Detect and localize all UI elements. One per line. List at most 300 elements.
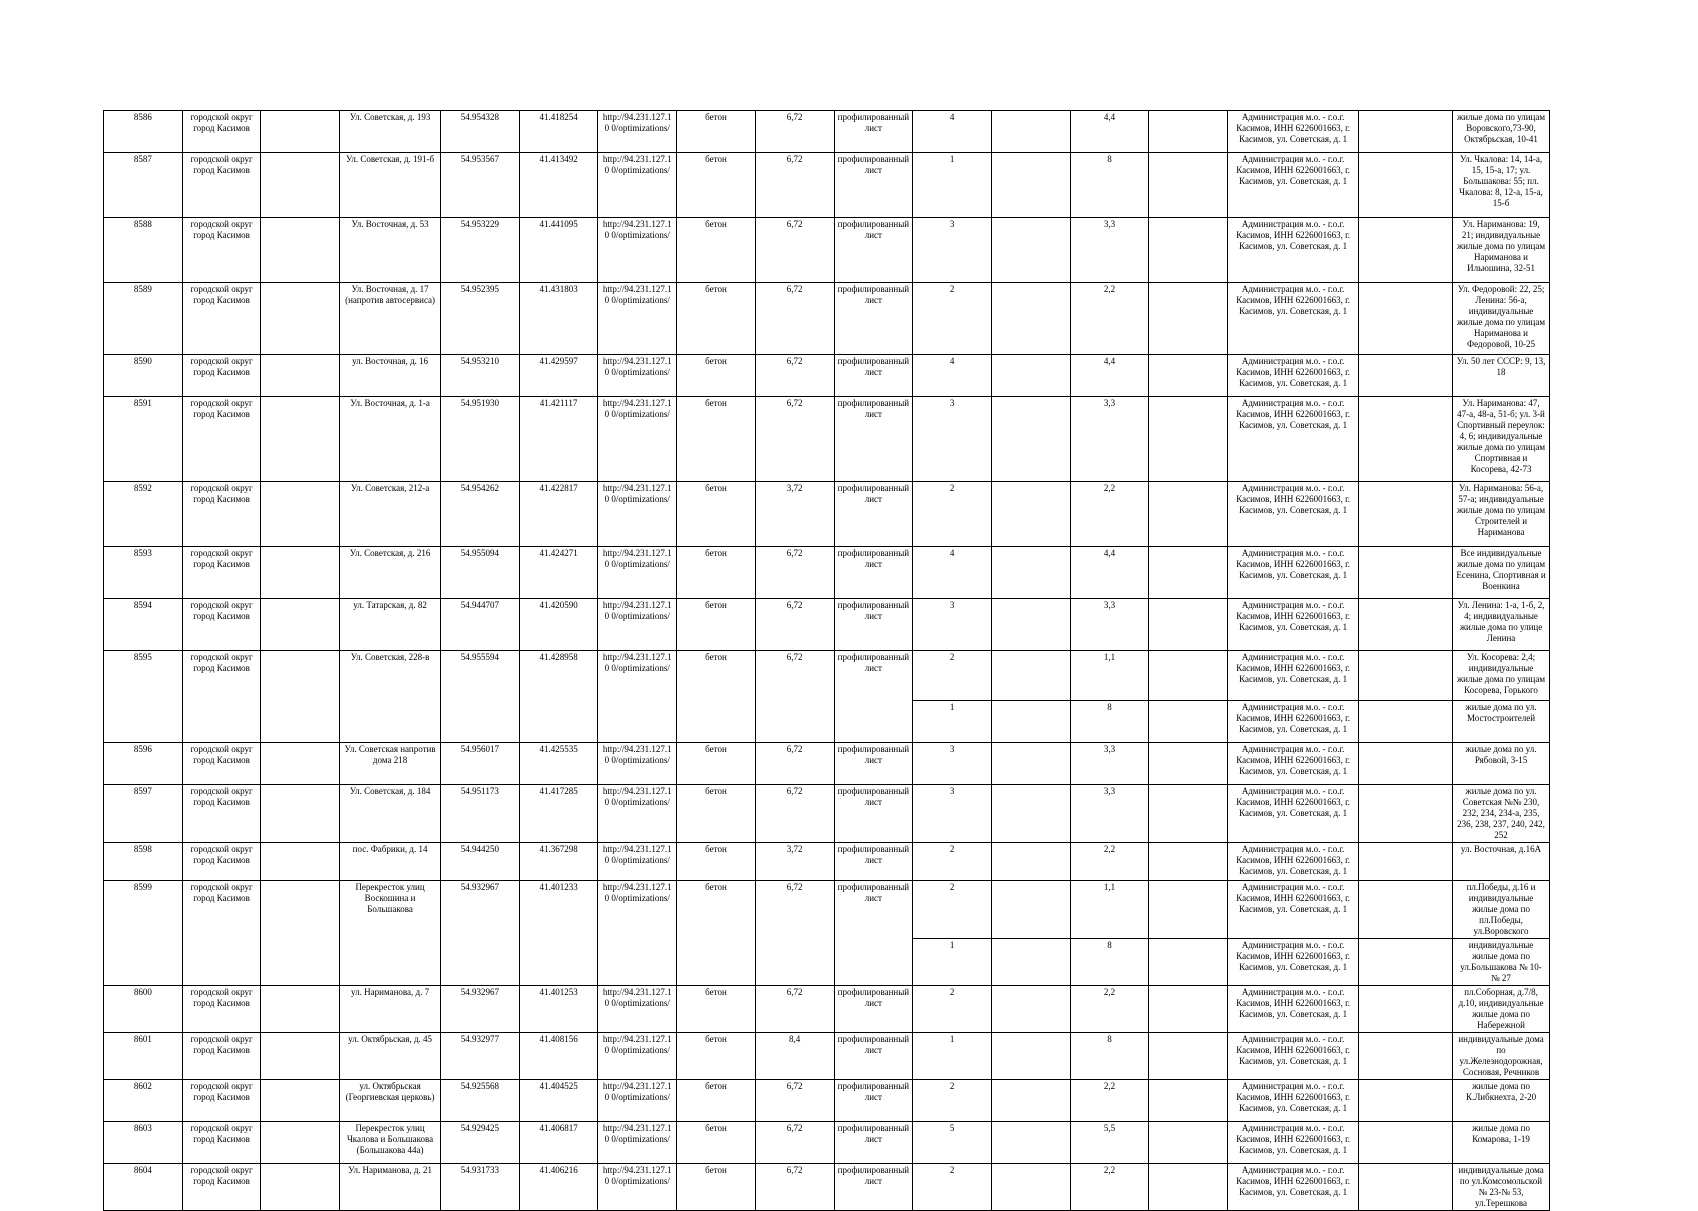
cell-base: бетон	[677, 283, 756, 355]
cell-empty	[261, 153, 340, 218]
cell-district: городской округ город Касимов	[182, 986, 261, 1033]
cell-url: http://94.231.127.10 0/optimizations/	[598, 547, 677, 599]
cell-served-objects: Ул. Нариманова: 19, 21; индивидуальные жилые дома по улицам Нариманова и Ильюшина, 32-51	[1453, 218, 1550, 283]
cell-number: 8587	[104, 153, 183, 218]
cell-address: Ул. Советская напротив дома 218	[340, 743, 441, 785]
cell-empty	[1359, 547, 1453, 599]
cell-address: Перекресток улиц Воскошина и Большакова	[340, 881, 441, 986]
cell-container-count: 3	[913, 785, 992, 843]
cell-empty	[1359, 218, 1453, 283]
cell-empty	[1149, 218, 1228, 283]
cell-empty	[1359, 397, 1453, 482]
cell-longitude: 41.441095	[519, 218, 598, 283]
cell-number: 8604	[104, 1164, 183, 1211]
cell-volume: 3,3	[1070, 397, 1149, 482]
cell-address: пос. Фабрики, д. 14	[340, 843, 441, 881]
cell-address: Ул. Советская, 228-в	[340, 651, 441, 743]
cell-empty	[1359, 701, 1453, 743]
cell-empty	[1359, 843, 1453, 881]
cell-empty	[1149, 599, 1228, 651]
cell-empty	[1359, 111, 1453, 153]
cell-address: Ул. Восточная, д. 17 (напротив автосервиса)	[340, 283, 441, 355]
cell-owner: Администрация м.о. - г.о.г. Касимов, ИНН 6226001663, г. Касимов, ул. Советская, д. 1	[1228, 843, 1359, 881]
cell-empty	[1149, 1164, 1228, 1211]
cell-longitude: 41.408156	[519, 1033, 598, 1080]
cell-empty	[1149, 881, 1228, 939]
cell-volume: 2,2	[1070, 843, 1149, 881]
cell-url: http://94.231.127.10 0/optimizations/	[598, 881, 677, 986]
cell-area: 6,72	[755, 547, 834, 599]
cell-district: городской округ город Касимов	[182, 599, 261, 651]
cell-longitude: 41.431803	[519, 283, 598, 355]
cell-fence: профилированный лист	[834, 111, 913, 153]
cell-area: 6,72	[755, 881, 834, 986]
cell-latitude: 54.953210	[441, 355, 520, 397]
cell-empty	[991, 986, 1070, 1033]
cell-base: бетон	[677, 785, 756, 843]
cell-address: Ул. Советская, 212-а	[340, 482, 441, 547]
cell-district: городской округ город Касимов	[182, 843, 261, 881]
cell-longitude: 41.418254	[519, 111, 598, 153]
cell-served-objects: Ул. Чкалова: 14, 14-а, 15, 15-а, 17; ул. Большакова: 55; пл. Чкалова: 8, 12-а, 15-а, 15-б	[1453, 153, 1550, 218]
table-row	[104, 651, 1550, 701]
cell-base: бетон	[677, 1122, 756, 1164]
cell-empty	[261, 1122, 340, 1164]
cell-area: 6,72	[755, 785, 834, 843]
cell-url: http://94.231.127.10 0/optimizations/	[598, 785, 677, 843]
cell-empty	[1359, 785, 1453, 843]
cell-longitude: 41.401253	[519, 986, 598, 1033]
cell-latitude: 54.932977	[441, 1033, 520, 1080]
cell-base: бетон	[677, 547, 756, 599]
cell-longitude: 41.406216	[519, 1164, 598, 1211]
cell-empty	[1359, 651, 1453, 701]
cell-empty	[261, 1033, 340, 1080]
cell-served-objects: индивидуальные дома по ул.Комсомольской № 23-№ 53, ул.Терешкова	[1453, 1164, 1550, 1211]
cell-fence: профилированный лист	[834, 1033, 913, 1080]
cell-empty	[1149, 1122, 1228, 1164]
cell-container-count: 2	[913, 1164, 992, 1211]
cell-volume: 1,1	[1070, 651, 1149, 701]
cell-fence: профилированный лист	[834, 283, 913, 355]
cell-empty	[1359, 283, 1453, 355]
table-row	[104, 397, 1550, 482]
cell-area: 3,72	[755, 482, 834, 547]
cell-owner: Администрация м.о. - г.о.г. Касимов, ИНН 6226001663, г. Касимов, ул. Советская, д. 1	[1228, 651, 1359, 701]
cell-area: 6,72	[755, 651, 834, 743]
cell-container-count: 2	[913, 283, 992, 355]
cell-address: Ул. Нариманова, д. 21	[340, 1164, 441, 1211]
cell-empty	[261, 283, 340, 355]
cell-district: городской округ город Касимов	[182, 111, 261, 153]
cell-url: http://94.231.127.10 0/optimizations/	[598, 482, 677, 547]
cell-empty	[261, 547, 340, 599]
cell-fence: профилированный лист	[834, 1164, 913, 1211]
cell-served-objects: Ул. Косорева: 2,4; индивидуальные жилые дома по улицам Косорева, Горького	[1453, 651, 1550, 701]
cell-served-objects: Все индивидуальные жилые дома по улицам Есенина, Спортивная и Военкина	[1453, 547, 1550, 599]
cell-empty	[991, 1033, 1070, 1080]
cell-area: 6,72	[755, 355, 834, 397]
cell-address: ул. Октябрьская (Георгиевская церковь)	[340, 1080, 441, 1122]
cell-number: 8595	[104, 651, 183, 743]
cell-owner: Администрация м.о. - г.о.г. Касимов, ИНН 6226001663, г. Касимов, ул. Советская, д. 1	[1228, 881, 1359, 939]
cell-base: бетон	[677, 881, 756, 986]
cell-volume: 5,5	[1070, 1122, 1149, 1164]
cell-url: http://94.231.127.10 0/optimizations/	[598, 1164, 677, 1211]
cell-area: 6,72	[755, 218, 834, 283]
table-row	[104, 547, 1550, 599]
cell-fence: профилированный лист	[834, 1080, 913, 1122]
cell-address: Ул. Восточная, д. 1-а	[340, 397, 441, 482]
cell-empty	[991, 355, 1070, 397]
cell-address: ул. Нариманова, д. 7	[340, 986, 441, 1033]
table-row	[104, 843, 1550, 881]
cell-address: Ул. Советская, д. 191-б	[340, 153, 441, 218]
cell-owner: Администрация м.о. - г.о.г. Касимов, ИНН 6226001663, г. Касимов, ул. Советская, д. 1	[1228, 599, 1359, 651]
cell-number: 8599	[104, 881, 183, 986]
cell-number: 8590	[104, 355, 183, 397]
cell-owner: Администрация м.о. - г.о.г. Касимов, ИНН 6226001663, г. Касимов, ул. Советская, д. 1	[1228, 1164, 1359, 1211]
cell-served-objects: жилые дома по улицам Воровского,73-90, Октябрьская, 10-41	[1453, 111, 1550, 153]
cell-fence: профилированный лист	[834, 843, 913, 881]
cell-url: http://94.231.127.10 0/optimizations/	[598, 355, 677, 397]
cell-longitude: 41.406817	[519, 1122, 598, 1164]
cell-longitude: 41.401233	[519, 881, 598, 986]
cell-empty	[991, 153, 1070, 218]
cell-container-count: 3	[913, 397, 992, 482]
cell-number: 8589	[104, 283, 183, 355]
cell-url: http://94.231.127.10 0/optimizations/	[598, 743, 677, 785]
cell-number: 8594	[104, 599, 183, 651]
cell-owner: Администрация м.о. - г.о.г. Касимов, ИНН 6226001663, г. Касимов, ул. Советская, д. 1	[1228, 743, 1359, 785]
cell-number: 8593	[104, 547, 183, 599]
cell-volume: 2,2	[1070, 482, 1149, 547]
cell-empty	[261, 843, 340, 881]
cell-empty	[261, 599, 340, 651]
cell-fence: профилированный лист	[834, 153, 913, 218]
cell-container-count: 4	[913, 111, 992, 153]
cell-owner: Администрация м.о. - г.о.г. Касимов, ИНН 6226001663, г. Касимов, ул. Советская, д. 1	[1228, 939, 1359, 986]
cell-empty	[991, 397, 1070, 482]
table-row	[104, 283, 1550, 355]
cell-base: бетон	[677, 397, 756, 482]
cell-latitude: 54.954328	[441, 111, 520, 153]
cell-longitude: 41.421117	[519, 397, 598, 482]
table-row	[104, 599, 1550, 651]
cell-latitude: 54.953229	[441, 218, 520, 283]
cell-address: ул. Татарская, д. 82	[340, 599, 441, 651]
cell-empty	[1149, 939, 1228, 986]
cell-volume: 8	[1070, 153, 1149, 218]
cell-base: бетон	[677, 355, 756, 397]
cell-empty	[1359, 1080, 1453, 1122]
cell-empty	[991, 743, 1070, 785]
cell-longitude: 41.404525	[519, 1080, 598, 1122]
cell-area: 6,72	[755, 599, 834, 651]
cell-owner: Администрация м.о. - г.о.г. Касимов, ИНН 6226001663, г. Касимов, ул. Советская, д. 1	[1228, 283, 1359, 355]
cell-latitude: 54.929425	[441, 1122, 520, 1164]
cell-container-count: 3	[913, 743, 992, 785]
cell-owner: Администрация м.о. - г.о.г. Касимов, ИНН 6226001663, г. Касимов, ул. Советская, д. 1	[1228, 482, 1359, 547]
cell-served-objects: индивидуальные дома по ул.Железнодорожная, Сосновая, Речников	[1453, 1033, 1550, 1080]
cell-address: Ул. Советская, д. 193	[340, 111, 441, 153]
cell-base: бетон	[677, 1164, 756, 1211]
cell-area: 6,72	[755, 743, 834, 785]
cell-volume: 4,4	[1070, 547, 1149, 599]
cell-empty	[1359, 743, 1453, 785]
cell-fence: профилированный лист	[834, 355, 913, 397]
cell-empty	[261, 651, 340, 743]
cell-district: городской округ город Касимов	[182, 743, 261, 785]
cell-owner: Администрация м.о. - г.о.г. Касимов, ИНН 6226001663, г. Касимов, ул. Советская, д. 1	[1228, 986, 1359, 1033]
cell-empty	[1149, 785, 1228, 843]
cell-longitude: 41.425535	[519, 743, 598, 785]
cell-served-objects: пл.Соборная, д.7/8, д.10, индивидуальные жилые дома по Набережной	[1453, 986, 1550, 1033]
cell-container-count: 3	[913, 218, 992, 283]
cell-url: http://94.231.127.10 0/optimizations/	[598, 283, 677, 355]
cell-volume: 4,4	[1070, 111, 1149, 153]
cell-served-objects: Ул. 50 лет СССР: 9, 13, 18	[1453, 355, 1550, 397]
cell-volume: 2,2	[1070, 283, 1149, 355]
cell-empty	[1149, 1080, 1228, 1122]
cell-area: 3,72	[755, 843, 834, 881]
cell-base: бетон	[677, 743, 756, 785]
cell-base: бетон	[677, 111, 756, 153]
cell-volume: 8	[1070, 701, 1149, 743]
table-row	[104, 218, 1550, 283]
cell-district: городской округ город Касимов	[182, 1122, 261, 1164]
cell-area: 6,72	[755, 153, 834, 218]
cell-base: бетон	[677, 986, 756, 1033]
cell-latitude: 54.955594	[441, 651, 520, 743]
cell-latitude: 54.955094	[441, 547, 520, 599]
cell-district: городской округ город Касимов	[182, 547, 261, 599]
cell-empty	[1149, 283, 1228, 355]
cell-volume: 3,3	[1070, 218, 1149, 283]
cell-number: 8598	[104, 843, 183, 881]
cell-empty	[1149, 701, 1228, 743]
table-row	[104, 1033, 1550, 1080]
cell-empty	[1149, 547, 1228, 599]
cell-served-objects: Ул. Ленина: 1-а, 1-б, 2, 4; индивидуальные жилые дома по улице Ленина	[1453, 599, 1550, 651]
cell-empty	[1149, 355, 1228, 397]
cell-served-objects: Ул. Нариманова: 56-а, 57-а; индивидуальные жилые дома по улицам Строителей и Нариманова	[1453, 482, 1550, 547]
table-row	[104, 355, 1550, 397]
cell-latitude: 54.944250	[441, 843, 520, 881]
cell-volume: 2,2	[1070, 1080, 1149, 1122]
cell-empty	[1149, 153, 1228, 218]
registry-sheet	[103, 110, 1550, 1211]
cell-district: городской округ город Касимов	[182, 785, 261, 843]
cell-fence: профилированный лист	[834, 397, 913, 482]
cell-district: городской округ город Касимов	[182, 397, 261, 482]
cell-empty	[991, 1080, 1070, 1122]
cell-empty	[261, 482, 340, 547]
cell-latitude: 54.931733	[441, 1164, 520, 1211]
cell-base: бетон	[677, 482, 756, 547]
cell-empty	[1149, 482, 1228, 547]
cell-number: 8588	[104, 218, 183, 283]
cell-served-objects: жилые дома по ул. Рябовой, 3-15	[1453, 743, 1550, 785]
cell-number: 8586	[104, 111, 183, 153]
cell-container-count: 1	[913, 1033, 992, 1080]
table-row	[104, 1122, 1550, 1164]
cell-base: бетон	[677, 1033, 756, 1080]
table-row	[104, 785, 1550, 843]
cell-empty	[991, 599, 1070, 651]
cell-district: городской округ город Касимов	[182, 881, 261, 986]
cell-empty	[261, 355, 340, 397]
cell-address: Ул. Советская, д. 184	[340, 785, 441, 843]
cell-owner: Администрация м.о. - г.о.г. Касимов, ИНН 6226001663, г. Касимов, ул. Советская, д. 1	[1228, 1122, 1359, 1164]
cell-base: бетон	[677, 651, 756, 743]
cell-empty	[991, 785, 1070, 843]
cell-container-count: 1	[913, 153, 992, 218]
cell-latitude: 54.932967	[441, 881, 520, 986]
cell-area: 6,72	[755, 1164, 834, 1211]
cell-district: городской округ город Касимов	[182, 355, 261, 397]
cell-empty	[261, 218, 340, 283]
cell-owner: Администрация м.о. - г.о.г. Касимов, ИНН 6226001663, г. Касимов, ул. Советская, д. 1	[1228, 397, 1359, 482]
cell-base: бетон	[677, 843, 756, 881]
cell-empty	[1149, 111, 1228, 153]
cell-owner: Администрация м.о. - г.о.г. Касимов, ИНН 6226001663, г. Касимов, ул. Советская, д. 1	[1228, 547, 1359, 599]
cell-empty	[991, 111, 1070, 153]
cell-number: 8596	[104, 743, 183, 785]
cell-fence: профилированный лист	[834, 986, 913, 1033]
cell-area: 6,72	[755, 111, 834, 153]
cell-empty	[991, 881, 1070, 939]
cell-number: 8591	[104, 397, 183, 482]
cell-district: городской округ город Касимов	[182, 482, 261, 547]
cell-empty	[991, 283, 1070, 355]
cell-empty	[991, 218, 1070, 283]
cell-area: 8,4	[755, 1033, 834, 1080]
cell-container-count: 4	[913, 547, 992, 599]
cell-number: 8603	[104, 1122, 183, 1164]
cell-number: 8592	[104, 482, 183, 547]
cell-area: 6,72	[755, 397, 834, 482]
cell-empty	[1359, 599, 1453, 651]
cell-volume: 3,3	[1070, 599, 1149, 651]
cell-area: 6,72	[755, 283, 834, 355]
cell-fence: профилированный лист	[834, 743, 913, 785]
cell-empty	[991, 843, 1070, 881]
cell-container-count: 3	[913, 599, 992, 651]
cell-empty	[1149, 843, 1228, 881]
cell-owner: Администрация м.о. - г.о.г. Касимов, ИНН 6226001663, г. Касимов, ул. Советская, д. 1	[1228, 218, 1359, 283]
cell-base: бетон	[677, 1080, 756, 1122]
cell-empty	[1359, 881, 1453, 939]
cell-area: 6,72	[755, 1122, 834, 1164]
cell-container-count: 2	[913, 986, 992, 1033]
cell-served-objects: жилые дома по Комарова, 1-19	[1453, 1122, 1550, 1164]
cell-owner: Администрация м.о. - г.о.г. Касимов, ИНН 6226001663, г. Касимов, ул. Советская, д. 1	[1228, 1080, 1359, 1122]
cell-empty	[1359, 482, 1453, 547]
cell-empty	[261, 111, 340, 153]
cell-url: http://94.231.127.10 0/optimizations/	[598, 153, 677, 218]
cell-longitude: 41.413492	[519, 153, 598, 218]
cell-longitude: 41.417285	[519, 785, 598, 843]
cell-latitude: 54.951930	[441, 397, 520, 482]
cell-address: Ул. Советская, д. 216	[340, 547, 441, 599]
cell-longitude: 41.422817	[519, 482, 598, 547]
cell-number: 8602	[104, 1080, 183, 1122]
cell-district: городской округ город Касимов	[182, 1164, 261, 1211]
cell-owner: Администрация м.о. - г.о.г. Касимов, ИНН 6226001663, г. Касимов, ул. Советская, д. 1	[1228, 111, 1359, 153]
cell-url: http://94.231.127.10 0/optimizations/	[598, 218, 677, 283]
cell-district: городской округ город Касимов	[182, 1080, 261, 1122]
cell-volume: 3,3	[1070, 743, 1149, 785]
cell-latitude: 54.954262	[441, 482, 520, 547]
cell-served-objects: индивидуальные жилые дома по ул.Большакова № 10-№ 27	[1453, 939, 1550, 986]
table-row	[104, 986, 1550, 1033]
table-row	[104, 111, 1550, 153]
cell-owner: Администрация м.о. - г.о.г. Касимов, ИНН 6226001663, г. Касимов, ул. Советская, д. 1	[1228, 153, 1359, 218]
cell-empty	[261, 397, 340, 482]
cell-fence: профилированный лист	[834, 599, 913, 651]
cell-empty	[1359, 1164, 1453, 1211]
cell-fence: профилированный лист	[834, 881, 913, 986]
cell-empty	[991, 939, 1070, 986]
cell-fence: профилированный лист	[834, 651, 913, 743]
cell-empty	[991, 1122, 1070, 1164]
cell-fence: профилированный лист	[834, 785, 913, 843]
cell-address: ул. Октябрьская, д. 45	[340, 1033, 441, 1080]
cell-empty	[1149, 743, 1228, 785]
cell-url: http://94.231.127.10 0/optimizations/	[598, 599, 677, 651]
cell-latitude: 54.953567	[441, 153, 520, 218]
cell-empty	[1149, 986, 1228, 1033]
cell-served-objects: ул. Восточная, д.16А	[1453, 843, 1550, 881]
cell-address: Ул. Восточная, д. 53	[340, 218, 441, 283]
cell-container-count: 1	[913, 701, 992, 743]
cell-url: http://94.231.127.10 0/optimizations/	[598, 1080, 677, 1122]
cell-empty	[1359, 1122, 1453, 1164]
cell-longitude: 41.367298	[519, 843, 598, 881]
cell-container-count: 2	[913, 843, 992, 881]
cell-url: http://94.231.127.10 0/optimizations/	[598, 1122, 677, 1164]
cell-owner: Администрация м.о. - г.о.г. Касимов, ИНН 6226001663, г. Касимов, ул. Советская, д. 1	[1228, 785, 1359, 843]
cell-volume: 2,2	[1070, 986, 1149, 1033]
cell-latitude: 54.925568	[441, 1080, 520, 1122]
cell-owner: Администрация м.о. - г.о.г. Касимов, ИНН 6226001663, г. Касимов, ул. Советская, д. 1	[1228, 1033, 1359, 1080]
cell-url: http://94.231.127.10 0/optimizations/	[598, 843, 677, 881]
cell-empty	[261, 986, 340, 1033]
cell-served-objects: Ул. Нариманова: 47, 47-а, 48-а, 51-б; ул. 3-й Спортивный переулок: 4, 6; индивидуальные жилые дома по улицам Спортивная и Косорева, 42-73	[1453, 397, 1550, 482]
cell-container-count: 4	[913, 355, 992, 397]
cell-latitude: 54.951173	[441, 785, 520, 843]
cell-served-objects: жилые дома по ул. Мостостроителей	[1453, 701, 1550, 743]
cell-empty	[261, 881, 340, 986]
cell-empty	[1359, 153, 1453, 218]
cell-container-count: 2	[913, 881, 992, 939]
cell-volume: 3,3	[1070, 785, 1149, 843]
cell-served-objects: Ул. Федоровой: 22, 25; Ленина: 56-а, индивидуальные жилые дома по улицам Нариманова и Федоровой, 10-25	[1453, 283, 1550, 355]
cell-url: http://94.231.127.10 0/optimizations/	[598, 1033, 677, 1080]
cell-fence: профилированный лист	[834, 1122, 913, 1164]
waste-sites-table	[103, 110, 1550, 1211]
cell-volume: 8	[1070, 1033, 1149, 1080]
table-row	[104, 881, 1550, 939]
cell-latitude: 54.944707	[441, 599, 520, 651]
cell-volume: 2,2	[1070, 1164, 1149, 1211]
table-row	[104, 153, 1550, 218]
cell-district: городской округ город Касимов	[182, 651, 261, 743]
cell-latitude: 54.952395	[441, 283, 520, 355]
cell-latitude: 54.932967	[441, 986, 520, 1033]
cell-base: бетон	[677, 218, 756, 283]
